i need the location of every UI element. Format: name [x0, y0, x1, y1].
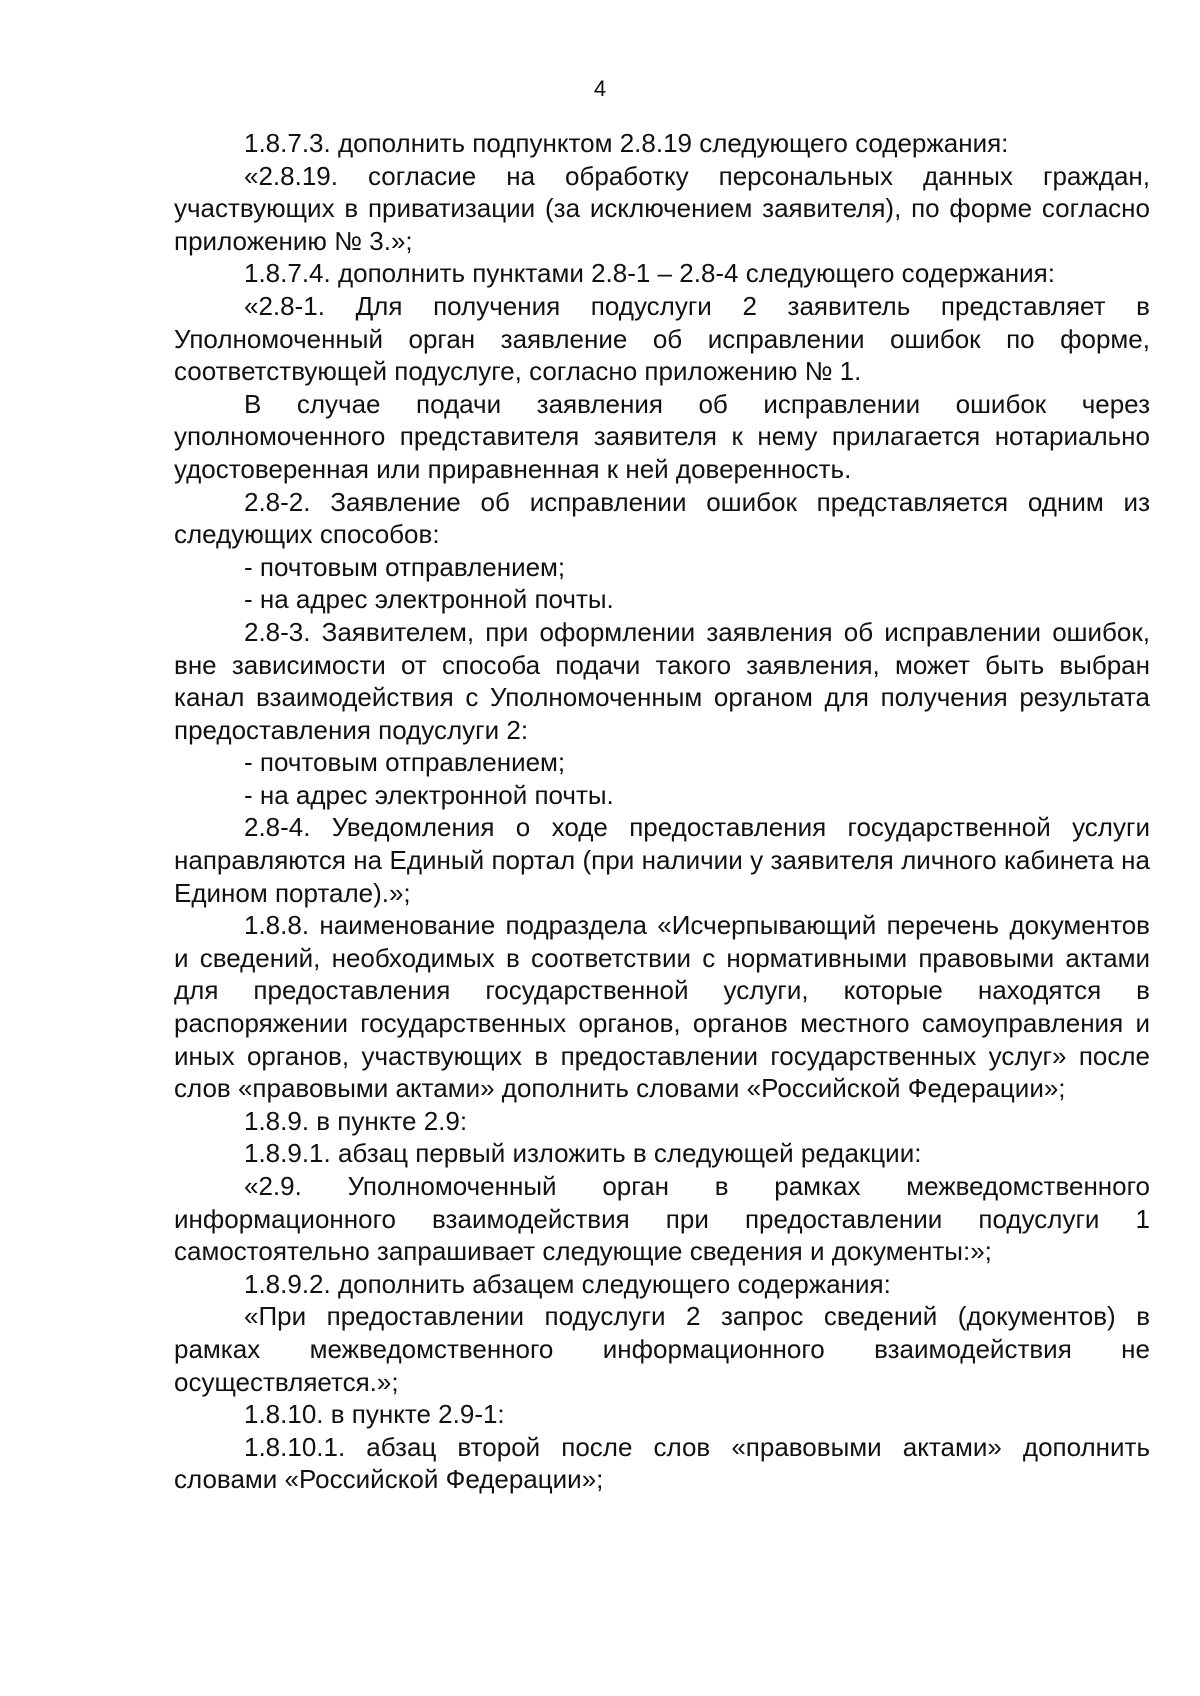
paragraph: «2.9. Уполномоченный орган в рамках межведомственного информационного взаимодействия при предоставлении подуслуги 1 самостоятельно запрашивает следующие сведения и документы:»;: [174, 1171, 1150, 1267]
list-item: - почтовым отправлением;: [244, 551, 566, 582]
page-number: 4: [593, 76, 607, 101]
paragraph: В случае подачи заявления об исправлении ошибок через уполномоченного представителя заявителя к нему прилагается нотариально удостоверенная или приравненная к ней доверенность.: [174, 388, 1150, 484]
paragraph: «2.8.19. согласие на обработку персональных данных граждан, участвующих в приватизации (за исключением заявителя), по форме согласно приложению № 3.»;: [174, 160, 1150, 256]
paragraph: 1.8.7.3. дополнить подпунктом 2.8.19 следующего содержания:: [244, 128, 1009, 158]
list-item: - почтовым отправлением;: [244, 747, 566, 778]
paragraph: 1.8.9. в пункте 2.9:: [244, 1105, 468, 1136]
paragraph: 1.8.7.4. дополнить пунктами 2.8-1 – 2.8-4 следующего содержания:: [244, 258, 1055, 289]
paragraph: 1.8.8. наименование подраздела «Исчерпывающий перечень документов и сведений, необходимых в соответствии с нормативными правовыми актами для предоставления государственной услуги, которые находятся в распоряжении государственных органов, органов местного самоуправления и иных органов, участвующих в предоставлении государственных услуг» после слов «правовыми актами» дополнить словами «Российской Федерации»;: [174, 910, 1150, 1104]
list-item: - на адрес электронной почты.: [244, 779, 614, 810]
paragraph: 1.8.10. в пункте 2.9-1:: [244, 1399, 505, 1430]
document-body: [174, 127, 1150, 1496]
paragraph: 1.8.9.1. абзац первый изложить в следующей редакции:: [244, 1138, 922, 1169]
paragraph: 1.8.9.2. дополнить абзацем следующего содержания:: [244, 1268, 891, 1299]
paragraph: «При предоставлении подуслуги 2 запрос сведений (документов) в рамках межведомственного информационного взаимодействия не осуществляется.»;: [174, 1301, 1150, 1397]
paragraph: 2.8-4. Уведомления о ходе предоставления государственной услуги направляются на Единый портал (при наличии у заявителя личного кабинета на Едином портале).»;: [174, 812, 1150, 908]
paragraph: 1.8.10.1. абзац второй после слов «правовыми актами» дополнить словами «Российской Федерации»;: [174, 1431, 1150, 1495]
paragraph: 2.8-2. Заявление об исправлении ошибок представляется одним из следующих способов:: [174, 486, 1150, 550]
list-item: - на адрес электронной почты.: [244, 584, 614, 615]
paragraph: «2.8-1. Для получения подуслуги 2 заявитель представляет в Уполномоченный орган заявление об исправлении ошибок по форме, соответствующей подуслуге, согласно приложению № 1.: [174, 290, 1150, 387]
paragraph: 2.8-3. Заявителем, при оформлении заявления об исправлении ошибок, вне зависимости от способа подачи такого заявления, может быть выбран канал взаимодействия с Уполномоченным органом для получения результата предоставления подуслуги 2:: [174, 616, 1150, 745]
